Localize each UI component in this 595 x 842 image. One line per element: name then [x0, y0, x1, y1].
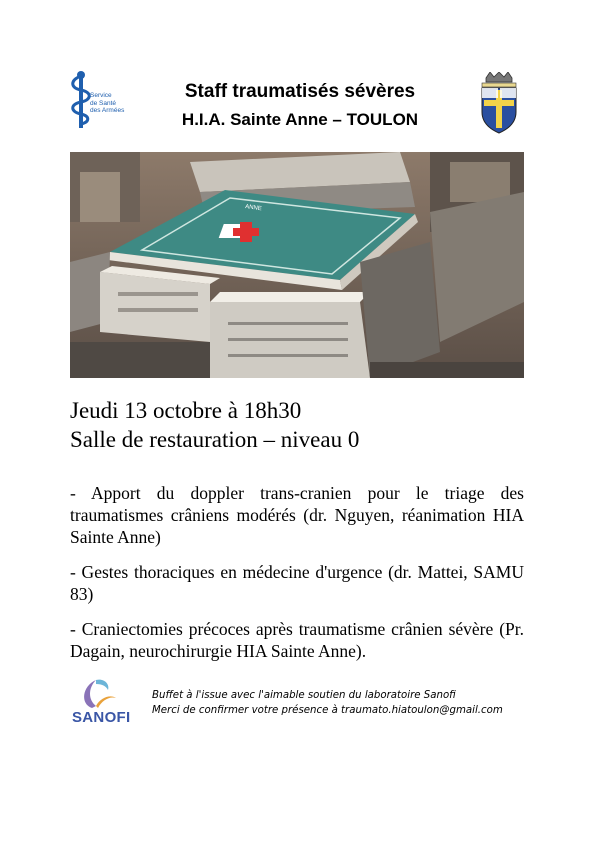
rsvp-note: Merci de confirmer votre présence à traumato.hiatoulon@gmail.com: [152, 704, 503, 716]
hospital-helipad-icon: [70, 152, 524, 378]
sanofi-logo: [70, 676, 142, 736]
talk-item: - Gestes thoraciques en médecine d'urgence (dr. Mattei, SAMU 83): [70, 562, 524, 604]
event-date: Jeudi 13 octobre à 18h30: [70, 398, 302, 423]
event-location: Salle de restauration – niveau 0: [70, 427, 360, 452]
footer-notes: [152, 689, 503, 718]
title-line-1: Staff traumatisés sévères: [184, 81, 416, 102]
title-line-2: H.I.A. Sainte Anne – TOULON: [181, 110, 419, 129]
buffet-note: Buffet à l'issue avec l'aimable soutien du laboratoire Sanofi: [152, 690, 456, 701]
hospital-aerial-photo: [70, 152, 524, 378]
sanofi-wordmark: SANOFI: [72, 709, 131, 726]
ssa-logo: [68, 70, 158, 130]
talk-item: - Apport du doppler trans-cranien pour le triage des traumatismes crâniens modérés (dr. Nguyen, réanimation HIA Sainte Anne): [70, 483, 524, 547]
talk-item: - Craniectomies précoces après traumatisme crânien sévère (Pr. Dagain, neurochirurgie HIA Sainte Anne).: [70, 619, 524, 661]
helipad-label: ANNE: [244, 204, 263, 213]
hia-emblem: [478, 72, 520, 134]
page-title: [150, 80, 450, 133]
shield-emblem-icon: [478, 72, 520, 134]
sanofi-bird-icon: [70, 676, 130, 710]
ssa-logo-text: Service de Santé des Armées: [90, 92, 125, 115]
